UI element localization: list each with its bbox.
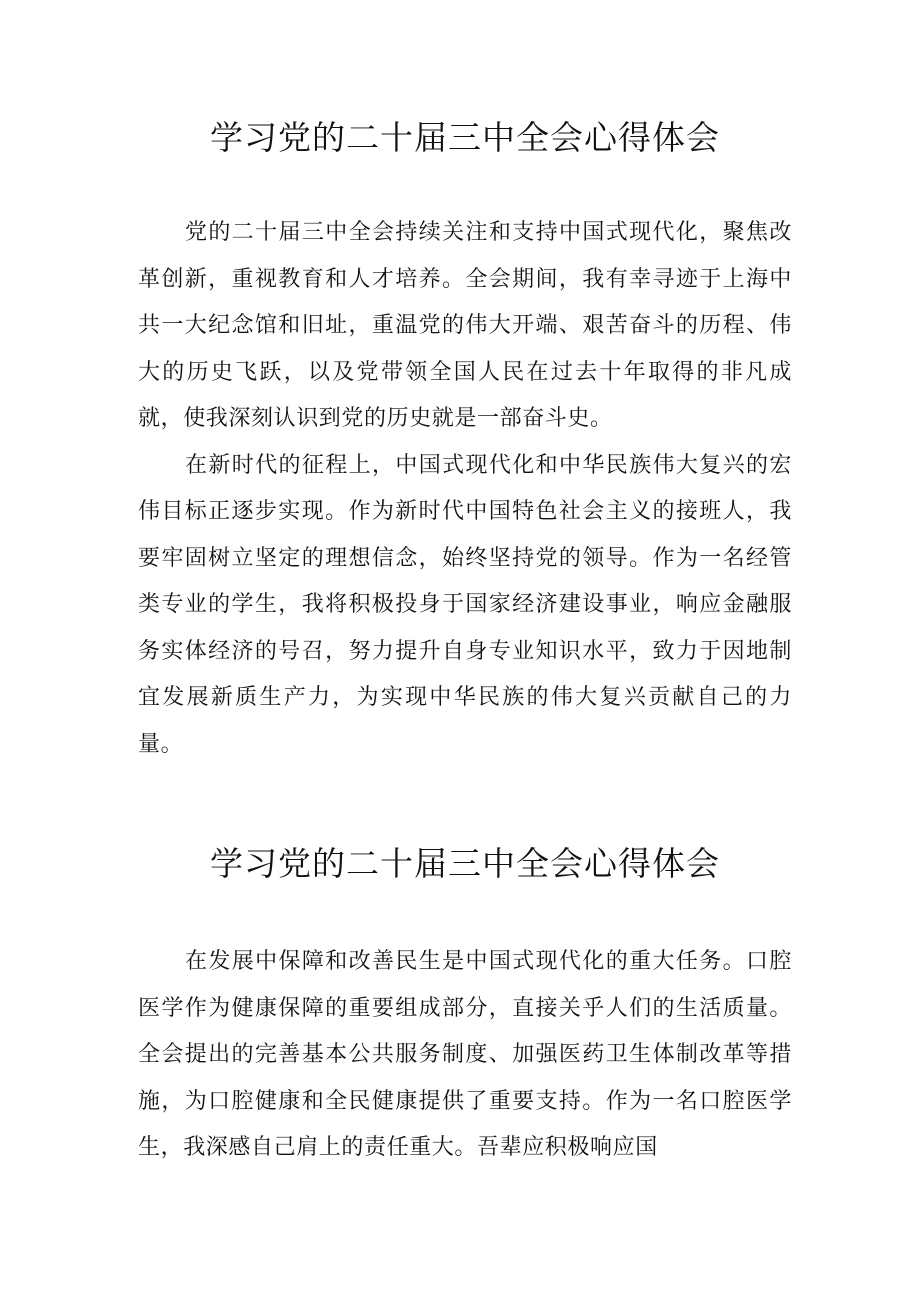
body-paragraph-1: 党的二十届三中全会持续关注和支持中国式现代化，聚焦改革创新，重视教育和人才培养。全会期间，我有幸寻迹于上海中共一大纪念馆和旧址，重温党的伟大开端、艰苦奋斗的历程、伟大的历史飞跃，以及党带领全国人民在过去十年取得的非凡成就，使我深刻认识到党的历史就是一部奋斗史。 <box>138 220 792 431</box>
body-paragraph-1: 在发展中保障和改善民生是中国式现代化的重大任务。口腔医学作为健康保障的重要组成部分，直接关乎人们的生活质量。全会提出的完善基本公共服务制度、加强医药卫生体制改革等措施，为口腔健康和全民健康提供了重要支持。作为一名口腔医学生，我深感自己肩上的责任重大。吾辈应积极响应国 <box>138 949 792 1160</box>
essay-body <box>138 210 792 768</box>
body-paragraph-2: 在新时代的征程上，中国式现代化和中华民族伟大复兴的宏伟目标正逐步实现。作为新时代中国特色社会主义的接班人，我要牢固树立坚定的理想信念，始终坚持党的领导。作为一名经管类专业的学生，我将积极投身于国家经济建设事业，响应金融服务实体经济的号召，努力提升自身专业知识水平，致力于因地制宜发展新质生产力，为实现中华民族的伟大复兴贡献自己的力量。 <box>138 452 792 757</box>
essay-section-2 <box>138 838 792 1172</box>
essay-section-1 <box>138 112 792 768</box>
essay-title: 学习党的二十届三中全会心得体会 <box>210 118 720 157</box>
essay-title: 学习党的二十届三中全会心得体会 <box>210 844 720 883</box>
essay-body <box>138 939 792 1172</box>
